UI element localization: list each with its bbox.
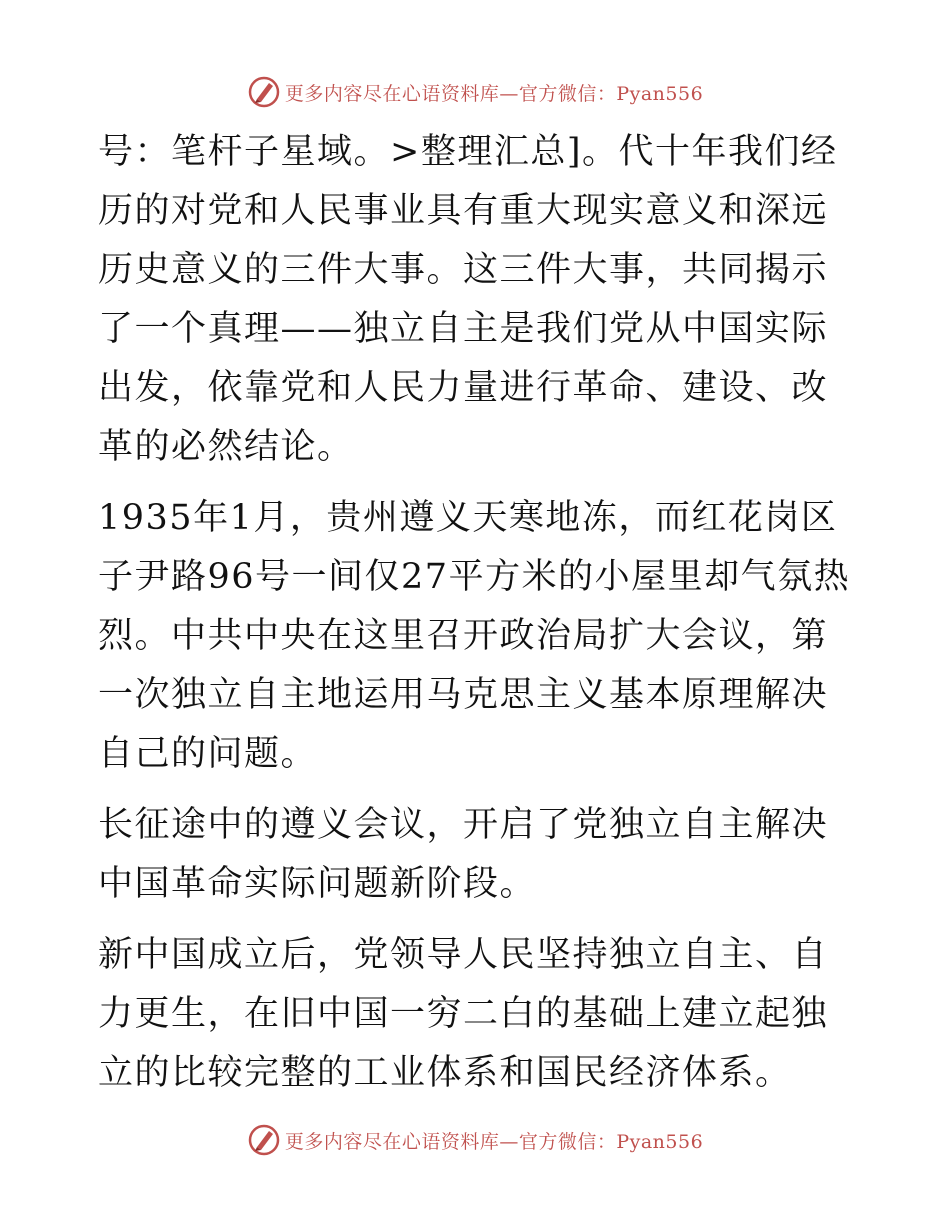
footer-watermark-banner — [0, 1120, 950, 1160]
header-watermark-banner — [0, 72, 950, 112]
paragraph-4: 新中国成立后，党领导人民坚持独立自主、自力更生，在旧中国一穷二白的基础上建立起独立的比较完整的工业体系和国民经济体系。 — [98, 935, 829, 1093]
pen-logo-icon — [247, 75, 281, 109]
pen-logo-icon — [247, 1123, 281, 1157]
paragraph-1: 号：笔杆子星域。>整理汇总]。代十年我们经历的对党和人民事业具有重大现实意义和深远历史意义的三件大事。这三件大事，共同揭示了一个真理——独立自主是我们党从中国实际出发，依靠党和人民力量进行革命、建设、改革的必然结论。 — [98, 132, 838, 467]
banner-text: 更多内容尽在心语资料库—官方微信：Pyan556 — [284, 82, 704, 105]
banner-text: 更多内容尽在心语资料库—官方微信：Pyan556 — [284, 1130, 704, 1153]
paragraph-3: 长征途中的遵义会议，开启了党独立自主解决中国革命实际问题新阶段。 — [98, 805, 829, 904]
paragraph-2: 1935年1月，贵州遵义天寒地冻，而红花岗区子尹路96号一间仅27平方米的小屋里却气氛热烈。中共中央在这里召开政治局扩大会议，第一次独立自主地运用马克思主义基本原理解决自己的问题。 — [98, 498, 851, 774]
body-text — [98, 123, 858, 1115]
